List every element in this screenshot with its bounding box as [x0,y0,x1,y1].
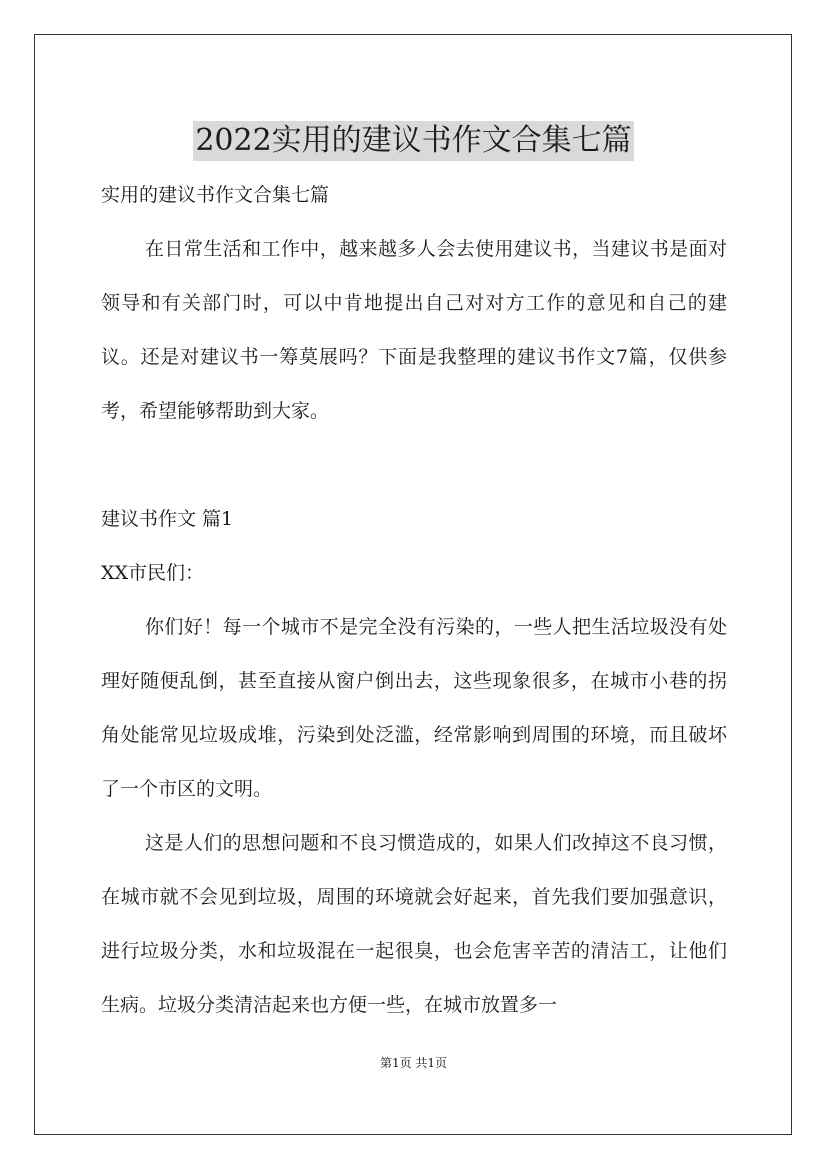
blank-line [101,438,727,492]
document-body [101,168,727,1032]
body-paragraph: 这是人们的思想问题和不良习惯造成的，如果人们改掉这不良习惯，在城市就不会见到垃圾，周围的环境就会好起来，首先我们要加强意识，进行垃圾分类，水和垃圾混在一起很臭，也会危害辛苦的清洁工，让他们生病。垃圾分类清洁起来也方便一些，在城市放置多一 [101,832,727,1016]
section-heading: 建议书作文 篇1 [101,508,234,530]
salutation: XX市民们： [101,562,205,584]
intro-paragraph: 在日常生活和工作中，越来越多人会去使用建议书，当建议书是面对领导和有关部门时，可以中肯地提出自己对对方工作的意见和自己的建议。还是对建议书一筹莫展吗？下面是我整理的建议书作文7篇，仅供参考，希望能够帮助到大家。 [101,238,727,422]
page-footer: 第1页 共1页 [379,1056,448,1070]
document-subtitle: 实用的建议书作文合集七篇 [101,184,330,206]
document-title: 2022实用的建议书作文合集七篇 [193,121,633,161]
body-paragraph: 你们好！每一个城市不是完全没有污染的，一些人把生活垃圾没有处理好随便乱倒，甚至直接从窗户倒出去，这些现象很多，在城市小巷的拐角处能常见垃圾成堆，污染到处泛滥，经常影响到周围的环境，而且破坏了一个市区的文明。 [101,616,727,800]
